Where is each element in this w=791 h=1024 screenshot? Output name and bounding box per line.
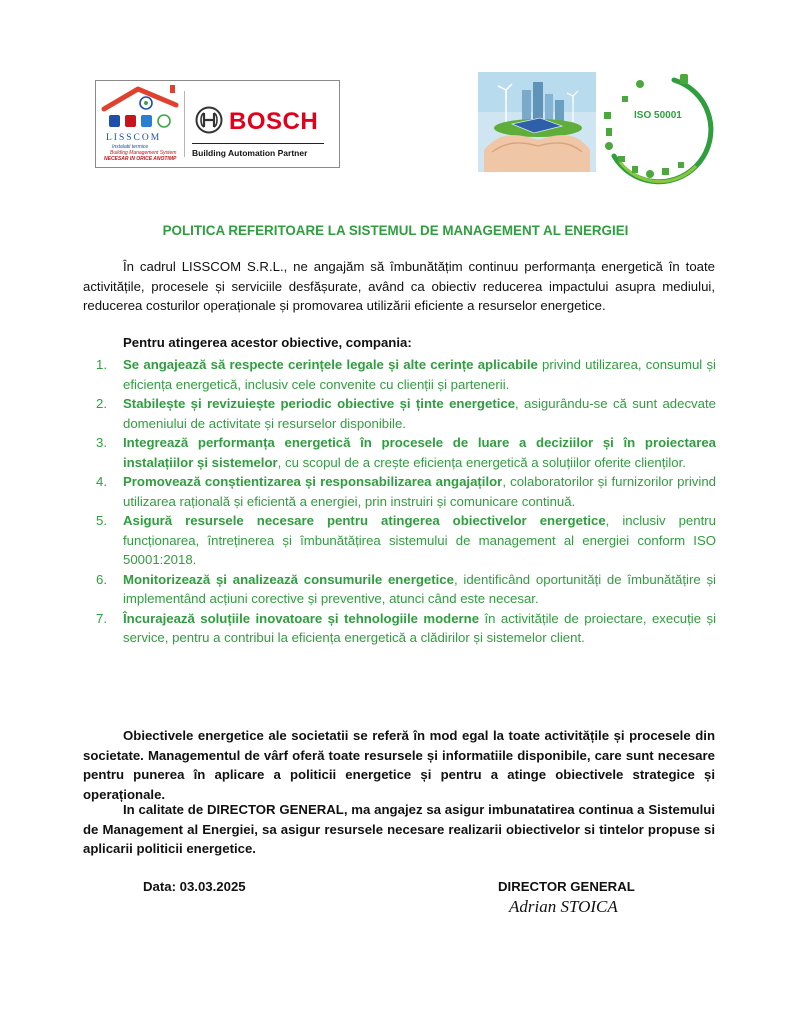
- list-item: [96, 511, 716, 570]
- lisscom-tagline-3: NECESAR IN ORICE ANOTIMP: [104, 156, 177, 162]
- list-item-headline: Se angajează să respecte cerințele legale și alte cerințe aplicabile: [123, 357, 538, 372]
- list-item-headline: Integrează performanța energetică în procesele de luare a deciziilor și în proiectarea instalațiilor și sistemelor: [123, 435, 716, 470]
- document-title: POLITICA REFERITOARE LA SISTEMUL DE MANAGEMENT AL ENERGIEI: [162, 223, 629, 238]
- lisscom-house-icon: [98, 83, 182, 135]
- closing-paragraph-commitment: In calitate de DIRECTOR GENERAL, ma angajez sa asigur imbunatatirea continua a Sistemului de Management al Energiei, sa asigur resursele necesare realizarii obiectivelor si tintelor propuse si aplicarii politicii energetice.: [83, 802, 715, 856]
- list-item-detail: , cu scopul de a crește eficiența energetică a soluțiilor oferite clienților.: [277, 454, 686, 470]
- green-energy-hands-image: [478, 72, 596, 172]
- closing-paragraph-objectives: Obiectivele energetice ale societatii se referă în mod egal la toate activitățile și procesele din societate. Managementul de vârf oferă toate resursele și informatiile disponibile, care sunt necesare pentru punerea în aplicare a politicii energetice și pentru a atinge obiectivele strategice și operaționale.: [83, 728, 715, 802]
- policy-commitments-list: [96, 355, 716, 648]
- bosch-underline: [192, 143, 324, 144]
- list-item-headline: Încurajează soluțiile inovatoare și tehnologiile moderne: [123, 610, 480, 626]
- list-item-headline: Monitorizează și analizează consumurile energetice: [123, 571, 454, 587]
- list-item: [96, 472, 716, 511]
- list-item: [96, 355, 716, 394]
- iso-badge-label: ISO 50001: [634, 110, 682, 121]
- lisscom-wordmark: LISSCOM: [106, 133, 162, 143]
- signatory-name: Adrian STOICA: [509, 897, 618, 916]
- list-item-number: 3.: [96, 435, 107, 450]
- list-item-number: 5.: [96, 513, 107, 528]
- list-item-number: 1.: [96, 357, 107, 372]
- list-item: [96, 433, 716, 472]
- bosch-partner-label: Building Automation Partner: [192, 148, 308, 158]
- bosch-wordmark: BOSCH: [229, 108, 319, 135]
- list-item-detail: , identificând oportunități de îmbunătățire și implementând acțiuni corective și preventive, atunci când este necesar.: [123, 571, 716, 606]
- list-item-headline: Promovează conștientizarea și responsabilizarea angajaților: [123, 474, 503, 489]
- list-item-headline: Stabilește și revizuiește periodic obiective și ținte energetice: [123, 396, 516, 411]
- bosch-armature-icon: [194, 105, 224, 135]
- logo-divider: [184, 91, 185, 157]
- list-item-detail: privind utilizarea, consumul și eficiența energetică, inclusiv cele convenite cu clienții și partenerii.: [123, 357, 716, 392]
- list-item: [96, 570, 716, 609]
- list-item-number: 7.: [96, 610, 107, 626]
- document-date: Data: 03.03.2025: [143, 879, 246, 894]
- list-item-detail: în activitățile de proiectare, execuție și service, pentru a contribui la eficiența energetică a clădirilor și sistemelor client.: [123, 610, 717, 645]
- intro-paragraph: În cadrul LISSCOM S.R.L., ne angajăm să îmbunătățim continuu performanța energetică în toate activitățile, procesele și serviciile desfășurate, având ca obiectiv reducerea impactului asupra mediului, reducerea costurilor operaționale și promovarea utilizării eficiente a resurselor energetice.: [83, 259, 715, 313]
- list-item-number: 6.: [96, 571, 107, 587]
- list-item-number: 4.: [96, 474, 107, 489]
- list-item-number: 2.: [96, 396, 107, 411]
- lisscom-tagline-1: Instalatii termice: [112, 144, 149, 150]
- list-item-detail: , colaboratorilor și furnizorilor privind utilizarea rațională și eficientă a energiei, prin instruiri și comunicare continuă.: [123, 474, 716, 509]
- iso-50001-badge: [596, 70, 718, 192]
- signatory-title: DIRECTOR GENERAL: [498, 879, 635, 894]
- list-item-detail: , inclusiv pentru funcționarea, întreținerea și îmbunătățirea sistemului de management al energiei conform ISO 50001:2018.: [123, 513, 716, 567]
- list-lead-in: Pentru atingerea acestor obiective, compania:: [123, 335, 412, 350]
- list-item: [96, 394, 716, 433]
- company-logo-box: [95, 80, 340, 168]
- lisscom-tagline-2: Building Management System: [110, 150, 177, 156]
- lisscom-logo: [98, 83, 182, 165]
- list-item-detail: , asigurându-se că sunt adecvate domeniului de activitate și resurselor disponibile.: [123, 396, 716, 431]
- list-item: [96, 609, 716, 648]
- list-item-headline: Asigură resursele necesare pentru atingerea obiectivelor energetice: [123, 513, 606, 528]
